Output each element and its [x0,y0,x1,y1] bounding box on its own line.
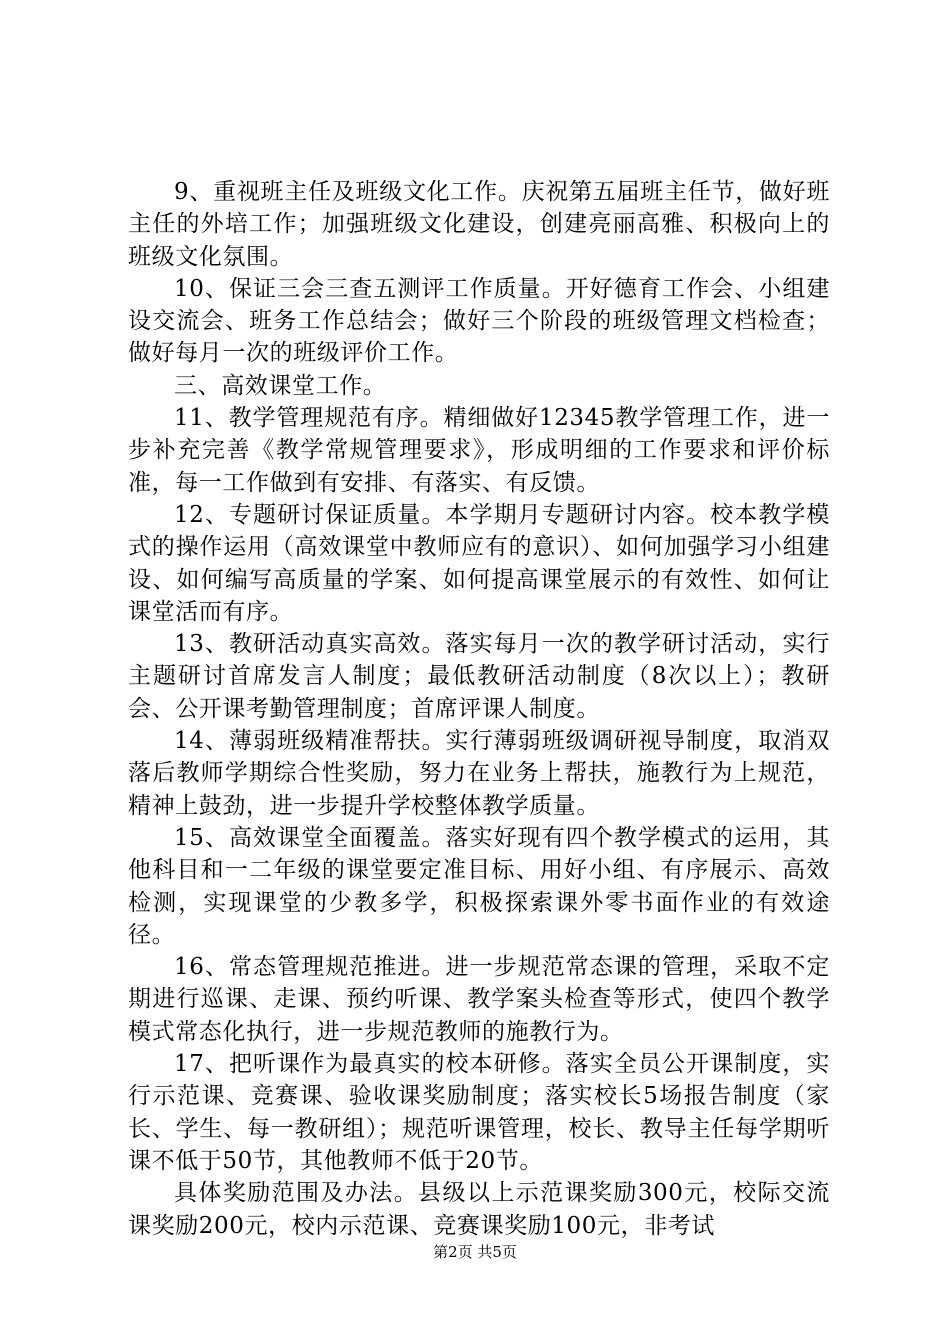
paragraph-17: 17、把听课作为最真实的校本研修。落实全员公开课制度，实行示范课、竞赛课、验收课奖励制度；落实校长5场报告制度（家长、学生、每一教研组）；规范听课管理，校长、教导主任每学期听课不低于50节，其他教师不低于20节。 [128,1051,830,1174]
paragraph-reward-scope: 具体奖励范围及办法。县级以上示范课奖励300元，校际交流课奖励200元，校内示范课、竞赛课奖励100元，非考试 [128,1180,830,1239]
paragraph-11: 11、教学管理规范有序。精细做好12345教学管理工作，进一步补充完善《教学常规管理要求》，形成明细的工作要求和评价标准，每一工作做到有安排、有落实、有反馈。 [128,405,830,496]
document-body [128,176,830,1242]
paragraph-13: 13、教研活动真实高效。落实每月一次的教学研讨活动，实行主题研讨首席发言人制度；最低教研活动制度（8次以上）；教研会、公开课考勤管理制度；首席评课人制度。 [128,631,830,722]
section-heading-3: 三、高效课堂工作。 [174,372,387,399]
paragraph-16: 16、常态管理规范推进。进一步规范常态课的管理，采取不定期进行巡课、走课、预约听课、教学案头检查等形式，使四个教学模式常态化执行，进一步规范教师的施教行为。 [128,954,830,1045]
paragraph-12: 12、专题研讨保证质量。本学期月专题研讨内容。校本教学模式的操作运用（高效课堂中教师应有的意识）、如何加强学习小组建设、如何编写高质量的学案、如何提高课堂展示的有效性、如何让课堂活而有序。 [128,501,830,625]
paragraph-9: 9、重视班主任及班级文化工作。庆祝第五届班主任节，做好班主任的外培工作；加强班级文化建设，创建亮丽高雅、积极向上的班级文化氛围。 [128,179,830,270]
page-number-footer: 第2页 共5页 [433,1243,517,1261]
paragraph-10: 10、保证三会三查五测评工作质量。开好德育工作会、小组建设交流会、班务工作总结会；做好三个阶段的班级管理文档检查；做好每月一次的班级评价工作。 [128,275,830,367]
paragraph-14: 14、薄弱班级精准帮扶。实行薄弱班级调研视导制度，取消双落后教师学期综合性奖励，努力在业务上帮扶，施教行为上规范，精神上鼓劲，进一步提升学校整体教学质量。 [128,728,830,819]
paragraph-15: 15、高效课堂全面覆盖。落实好现有四个教学模式的运用，其他科目和一二年级的课堂要定准目标、用好小组、有序展示、高效检测，实现课堂的少教多学，积极探索课外零书面作业的有效途径。 [128,824,830,948]
